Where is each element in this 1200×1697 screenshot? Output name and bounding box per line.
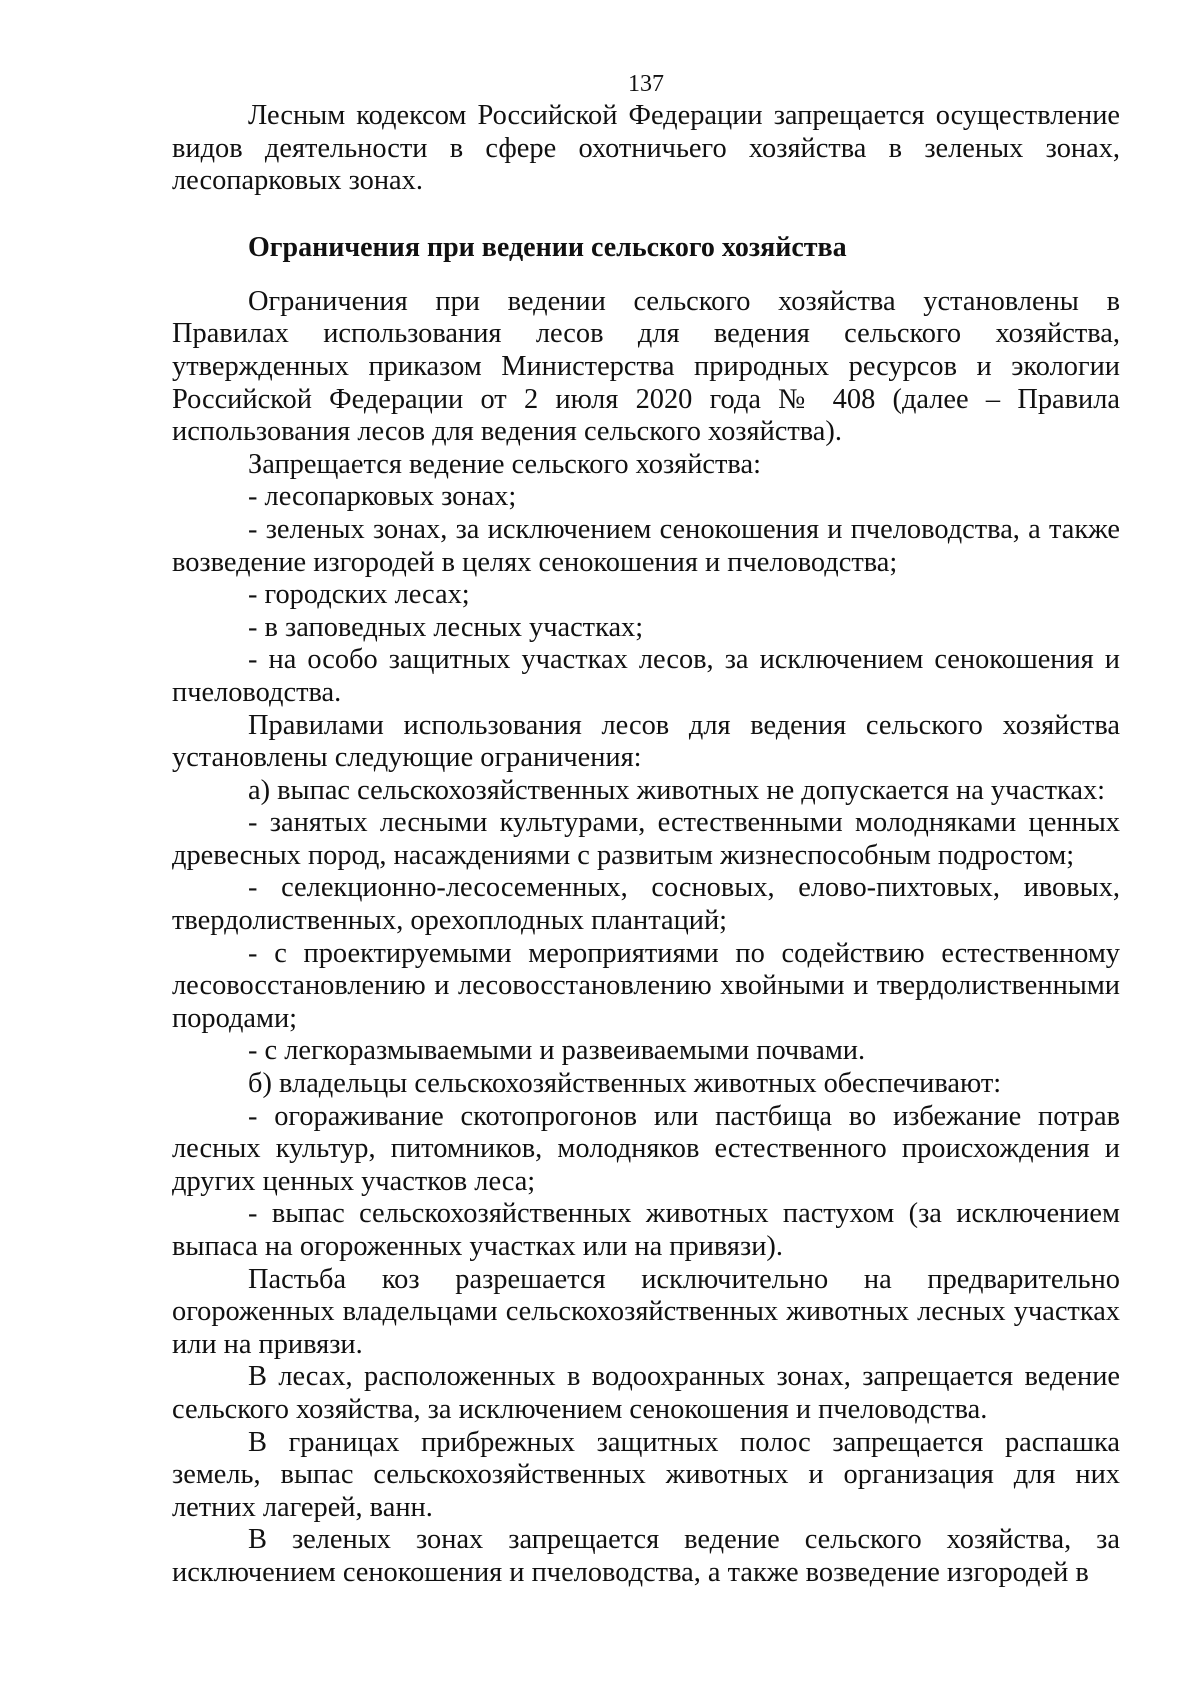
intro-paragraph: Лесным кодексом Российской Федерации запрещается осуществление видов деятельности в сфере охотничьего хозяйства в зеленых зонах, лесопарковых зонах. xyxy=(172,100,1120,197)
list-item: - с проектируемыми мероприятиями по содействию естественному лесовосстановлению и лесовосстановлению хвойными и твердолиственными породами; xyxy=(172,937,1120,1034)
list-item: - с легкоразмываемыми и развеиваемыми почвами. xyxy=(248,1035,866,1067)
list-item: - зеленых зонах, за исключением сенокошения и пчеловодства, а также возведение изгородей в целях сенокошения и пчеловодства; xyxy=(172,513,1120,578)
document-page xyxy=(172,70,1120,1590)
list-item: - селекционно-лесосеменных, сосновых, елово-пихтовых, ивовых, твердолиственных, орехоплодных плантаций; xyxy=(172,872,1120,937)
list-item: а) выпас сельскохозяйственных животных не допускается на участках: xyxy=(248,774,1106,806)
list-item: - огораживание скотопрогонов или пастбища во избежание потрав лесных культур, питомников, молодняков естественного происхождения и других ценных участков леса; xyxy=(172,1100,1120,1197)
paragraph: Запрещается ведение сельского хозяйства: xyxy=(248,448,761,480)
paragraph: Правилами использования лесов для ведения сельского хозяйства установлены следующие ограничения: xyxy=(172,709,1120,774)
list-item: - занятых лесными культурами, естественными молодняками ценных древесных пород, насаждениями с развитым жизнеспособным подростом; xyxy=(172,807,1120,871)
page-number: 137 xyxy=(628,71,664,97)
paragraph: Ограничения при ведении сельского хозяйства установлены в Правилах использования лесов для ведения сельского хозяйства, утвержденных приказом Министерства природных ресурсов и экологии Российской Федерации от 2 июля 2020 года № 408 (далее – Правила использования лесов для ведения сельского хозяйства). xyxy=(172,285,1120,448)
paragraph: В границах прибрежных защитных полос запрещается распашка земель, выпас сельскохозяйственных животных и организация для них летних лагерей, ванн. xyxy=(172,1426,1120,1523)
list-item: б) владельцы сельскохозяйственных животных обеспечивают: xyxy=(248,1068,1002,1100)
paragraph: Пастьба коз разрешается исключительно на предварительно огороженных владельцами сельскохозяйственных животных лесных участках или на привязи. xyxy=(172,1263,1120,1360)
paragraph: В лесах, расположенных в водоохранных зонах, запрещается ведение сельского хозяйства, за исключением сенокошения и пчеловодства. xyxy=(172,1361,1120,1425)
paragraph: В зеленых зонах запрещается ведение сельского хозяйства, за исключением сенокошения и пчеловодства, а также возведение изгородей в xyxy=(172,1524,1120,1588)
list-item: - на особо защитных участках лесов, за исключением сенокошения и пчеловодства. xyxy=(172,644,1120,708)
list-item: - в заповедных лесных участках; xyxy=(248,611,644,643)
list-item: - лесопарковых зонах; xyxy=(248,481,517,513)
list-item: - выпас сельскохозяйственных животных пастухом (за исключением выпаса на огороженных участках или на привязи). xyxy=(172,1198,1120,1262)
list-item: - городских лесах; xyxy=(248,579,470,611)
section-heading: Ограничения при ведении сельского хозяйства xyxy=(248,231,847,263)
